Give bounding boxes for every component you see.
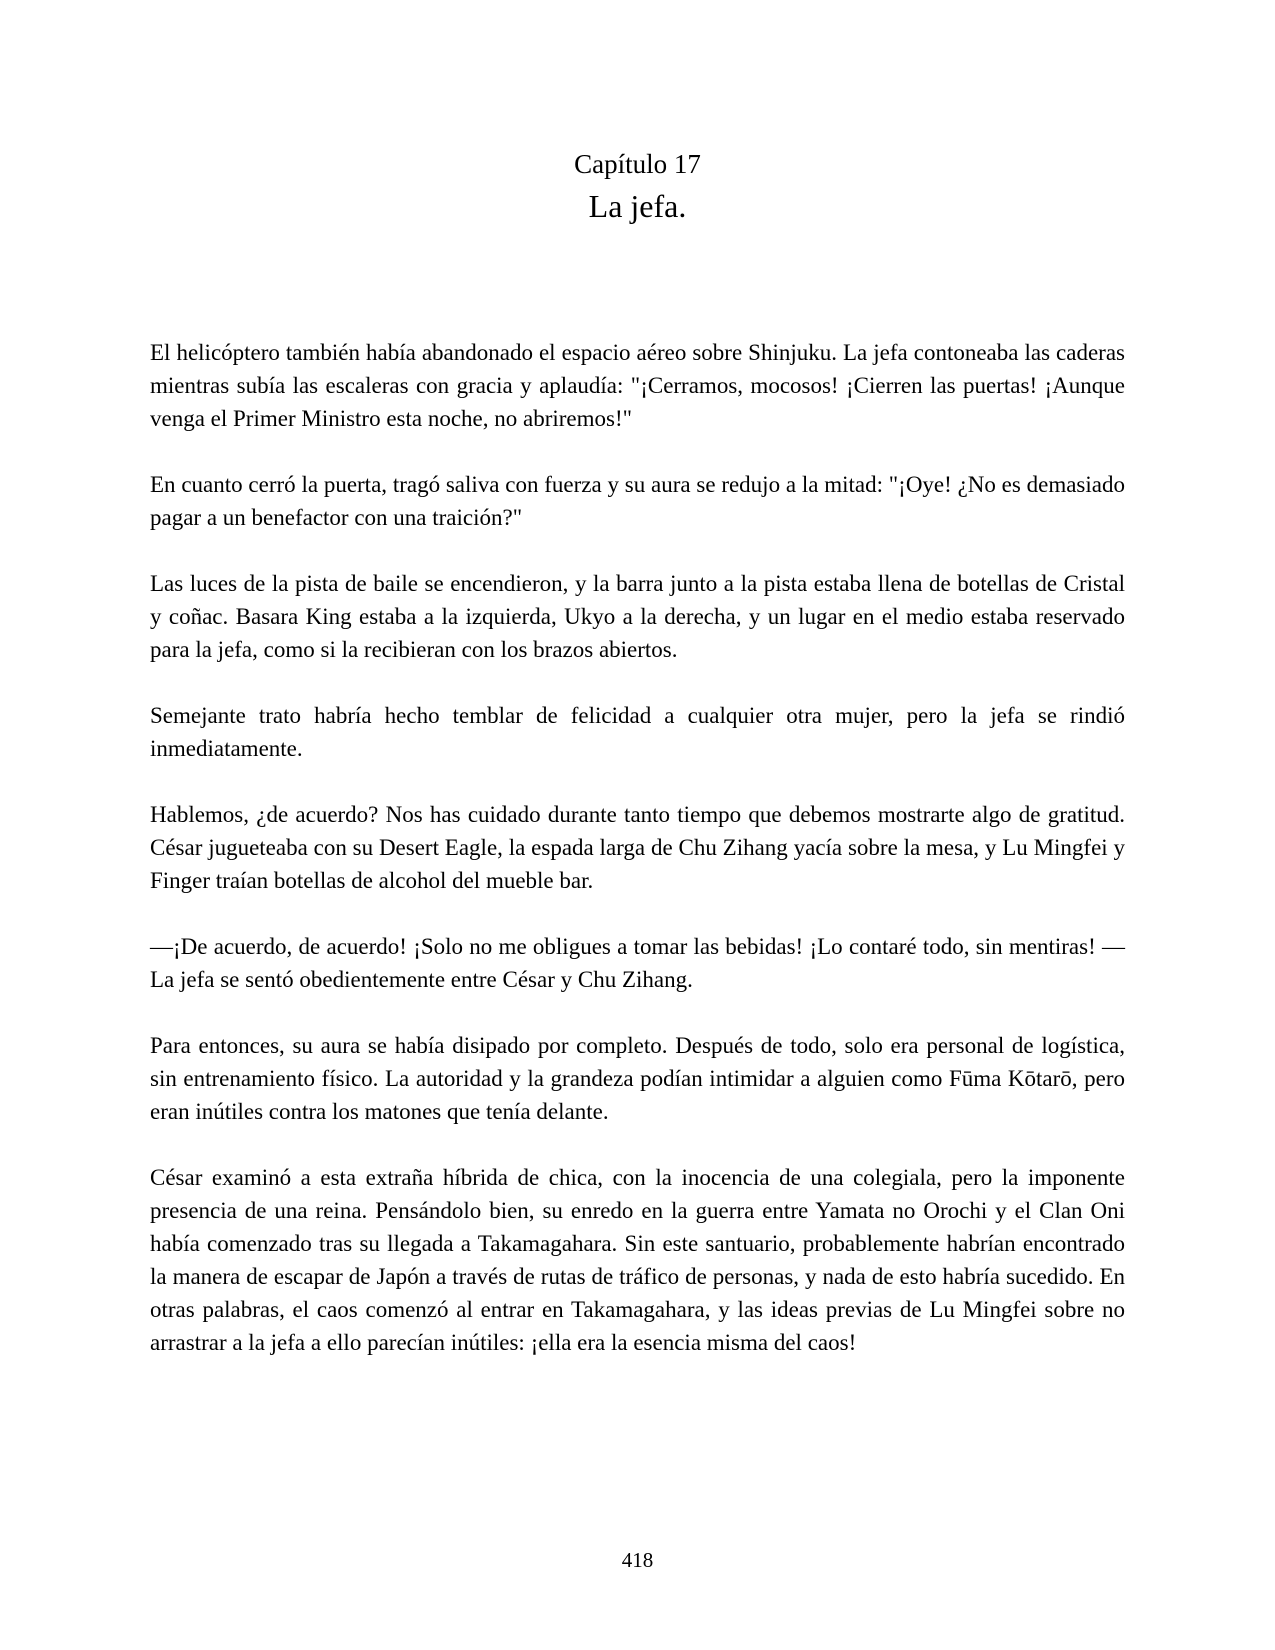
paragraph-4: Semejante trato habría hecho temblar de felicidad a cualquier otra mujer, pero la jefa se rindió inmediatamente.: [150, 703, 1125, 761]
paragraph-2: En cuanto cerró la puerta, tragó saliva con fuerza y su aura se redujo a la mitad: "¡Oye! ¿No es demasiado pagar a un benefactor con una traición?": [150, 472, 1125, 530]
paragraph-5: Hablemos, ¿de acuerdo? Nos has cuidado durante tanto tiempo que debemos mostrarte algo de gratitud. César jugueteaba con su Desert Eagle, la espada larga de Chu Zihang yacía sobre la mesa, y Lu Mingfei y Finger traían botellas de alcohol del mueble bar.: [150, 802, 1125, 893]
chapter-number: Capítulo 17: [574, 149, 701, 179]
chapter-header: [0, 146, 1275, 227]
page-number: 418: [621, 1548, 654, 1572]
paragraph-1: El helicóptero también había abandonado el espacio aéreo sobre Shinjuku. La jefa contoneaba las caderas mientras subía las escaleras con gracia y aplaudía: "¡Cerramos, mocosos! ¡Cierren las puertas! ¡Aunque venga el Primer Ministro esta noche, no abriremos!": [150, 340, 1125, 431]
paragraph-3: Las luces de la pista de baile se encendieron, y la barra junto a la pista estaba llena de botellas de Cristal y coñac. Basara King estaba a la izquierda, Ukyo a la derecha, y un lugar en el medio estaba reservado para la jefa, como si la recibieran con los brazos abiertos.: [150, 571, 1125, 662]
chapter-title: La jefa.: [588, 188, 687, 224]
paragraph-6: —¡De acuerdo, de acuerdo! ¡Solo no me obligues a tomar las bebidas! ¡Lo contaré todo, sin mentiras! —La jefa se sentó obedientemente entre César y Chu Zihang.: [150, 934, 1125, 992]
paragraph-8: César examinó a esta extraña híbrida de chica, con la inocencia de una colegiala, pero la imponente presencia de una reina. Pensándolo bien, su enredo en la guerra entre Yamata no Orochi y el Clan Oni había comenzado tras su llegada a Takamagahara. Sin este santuario, probablemente habrían encontrado la manera de escapar de Japón a través de rutas de tráfico de personas, y nada de esto habría sucedido. En otras palabras, el caos comenzó al entrar en Takamagahara, y las ideas previas de Lu Mingfei sobre no arrastrar a la jefa a ello parecían inútiles: ¡ella era la esencia misma del caos!: [150, 1165, 1125, 1355]
paragraph-7: Para entonces, su aura se había disipado por completo. Después de todo, solo era personal de logística, sin entrenamiento físico. La autoridad y la grandeza podían intimidar a alguien como Fūma Kōtarō, pero eran inútiles contra los matones que tenía delante.: [150, 1033, 1125, 1124]
body-text: [150, 336, 1125, 1392]
